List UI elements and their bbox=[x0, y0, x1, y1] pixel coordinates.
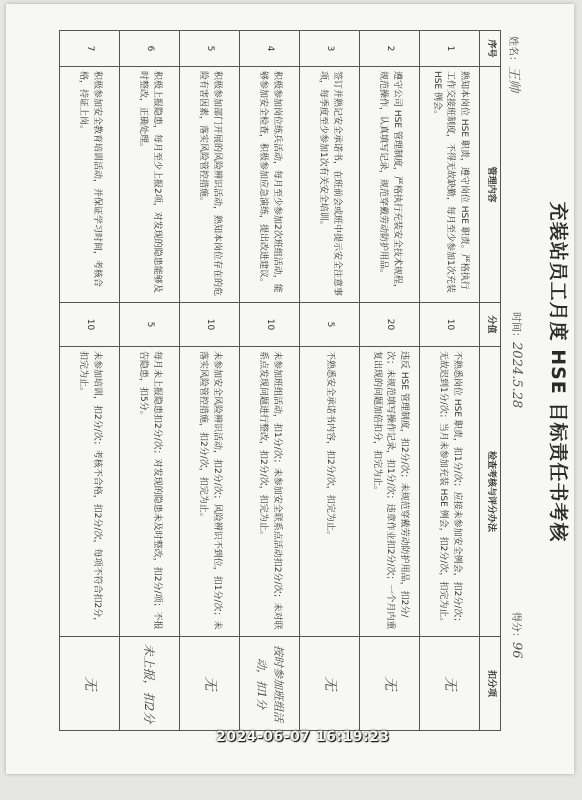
table-row bbox=[60, 31, 120, 731]
row-method: 未参加安全风险辨识活动，扣2分/次；风险辨识不到位，扣1分/次；未落实风险管控措施，扣2分/次，扣完为止。 bbox=[180, 347, 240, 637]
score-label: 得分： bbox=[510, 612, 521, 642]
header-score: 分值 bbox=[480, 303, 501, 347]
table-row bbox=[300, 31, 360, 731]
row-deduct: 按时参加班组活动，扣1分 bbox=[240, 637, 300, 731]
table-header-row bbox=[480, 31, 501, 731]
row-no: 4 bbox=[240, 31, 300, 67]
row-content: 积极参加安全教育培训活动，并保证学习时间，考核合格，持证上岗。 bbox=[60, 67, 120, 303]
table-row bbox=[120, 31, 180, 731]
time-value: 2024.5.28 bbox=[509, 342, 524, 409]
row-deduct: 无 bbox=[360, 637, 420, 731]
row-content: 熟知本岗位 HSE 职责，遵守岗位 HSE 职责。严格执行工作交接班制度，不得无故缺勤，每月至少参加1次充装 HSE 例会。 bbox=[420, 67, 480, 303]
row-deduct: 无 bbox=[420, 637, 480, 731]
row-no: 2 bbox=[360, 31, 420, 67]
header-method: 检查考核与评分办法 bbox=[480, 347, 501, 637]
row-score: 5 bbox=[300, 303, 360, 347]
row-method: 未参加班组活动，扣1分/次；未参加安全联系点活动扣2分/次；未对联系点发现问题进行整改，扣2分/次，扣完为止。 bbox=[240, 347, 300, 637]
row-method: 不熟悉安全承诺书内容，扣2分/次，扣完为止。 bbox=[300, 347, 360, 637]
table-row bbox=[420, 31, 480, 731]
document-title: 充装站员工月度 HSE 目标责任书考核 bbox=[547, 201, 569, 543]
row-score: 20 bbox=[360, 303, 420, 347]
score-value: 96 bbox=[509, 642, 524, 659]
rotated-document bbox=[13, 12, 581, 762]
row-deduct: 无 bbox=[60, 637, 120, 731]
row-deduct: 无 bbox=[180, 637, 240, 731]
header-deduct: 扣分项 bbox=[480, 637, 501, 731]
row-method: 违反 HSE 管理制度，扣2分/次；未规范穿戴劳动防护用品，扣2分/次；未规范填写操作记录，扣1分/次；违章作业扣2分/次；一个月内重复出现的问题加倍扣分，扣完为止。 bbox=[360, 347, 420, 637]
assessment-table bbox=[59, 30, 501, 731]
row-no: 6 bbox=[120, 31, 180, 67]
row-method: 不熟悉岗位 HSE 职责，扣1分/次；应接未参加安全例会，扣2分/次；无故迟到1分/次；当月未参加充装 HSE 例会，扣2分/次，扣完为止。 bbox=[420, 347, 480, 637]
row-method: 未参加培训，扣2分/次；考核不合格，扣2分/次，每项不符合扣2分，扣完为止。 bbox=[60, 347, 120, 637]
row-content: 积极参加部门开展的风险辨识活动，熟知本岗位存在的危险有害因素，落实风险管控措施。 bbox=[180, 67, 240, 303]
row-score: 10 bbox=[180, 303, 240, 347]
row-score: 10 bbox=[420, 303, 480, 347]
row-no: 7 bbox=[60, 31, 120, 67]
name-value: 王帅 bbox=[506, 66, 521, 93]
scanned-page bbox=[6, 4, 574, 774]
row-score: 5 bbox=[120, 303, 180, 347]
row-method: 每月未上报隐患扣2分/次；对发现的隐患未及时整改，扣2分/项；不报告隐患，扣5分。 bbox=[120, 347, 180, 637]
header-no: 序号 bbox=[480, 31, 501, 67]
row-content: 签订并熟记安全承诺书，在班前会或班中提示安全注意事项，每季度至少参加1次有关安全培训。 bbox=[300, 67, 360, 303]
capture-timestamp: 2024-06-07 16:19:23 bbox=[216, 729, 390, 745]
row-no: 3 bbox=[300, 31, 360, 67]
row-score: 10 bbox=[240, 303, 300, 347]
row-no: 1 bbox=[420, 31, 480, 67]
table-row bbox=[360, 31, 420, 731]
time-field bbox=[509, 312, 525, 408]
score-field bbox=[509, 612, 525, 659]
row-content: 遵守公司 HSE 管理制度，严格执行充装安全技术规程，规范操作，认真填写记录，规范穿戴劳动防护用品。 bbox=[360, 67, 420, 303]
row-score: 10 bbox=[60, 303, 120, 347]
row-deduct: 未上报，扣2分 bbox=[120, 637, 180, 731]
name-label: 姓名： bbox=[507, 36, 518, 66]
table-row bbox=[240, 31, 300, 731]
time-label: 时间： bbox=[510, 312, 521, 342]
row-content: 积极参加岗位练兵活动，每月至少参加2次班组活动，能够参加安全检查，积极参加应急演练，提出改进建议。 bbox=[240, 67, 300, 303]
row-deduct: 无 bbox=[300, 637, 360, 731]
header-content: 管理内容 bbox=[480, 67, 501, 303]
row-content: 积极上报隐患，每月至少上报2项，对发现的隐患能够及时整改，正确处理。 bbox=[120, 67, 180, 303]
name-field bbox=[506, 36, 525, 92]
row-no: 5 bbox=[180, 31, 240, 67]
table-row bbox=[180, 31, 240, 731]
